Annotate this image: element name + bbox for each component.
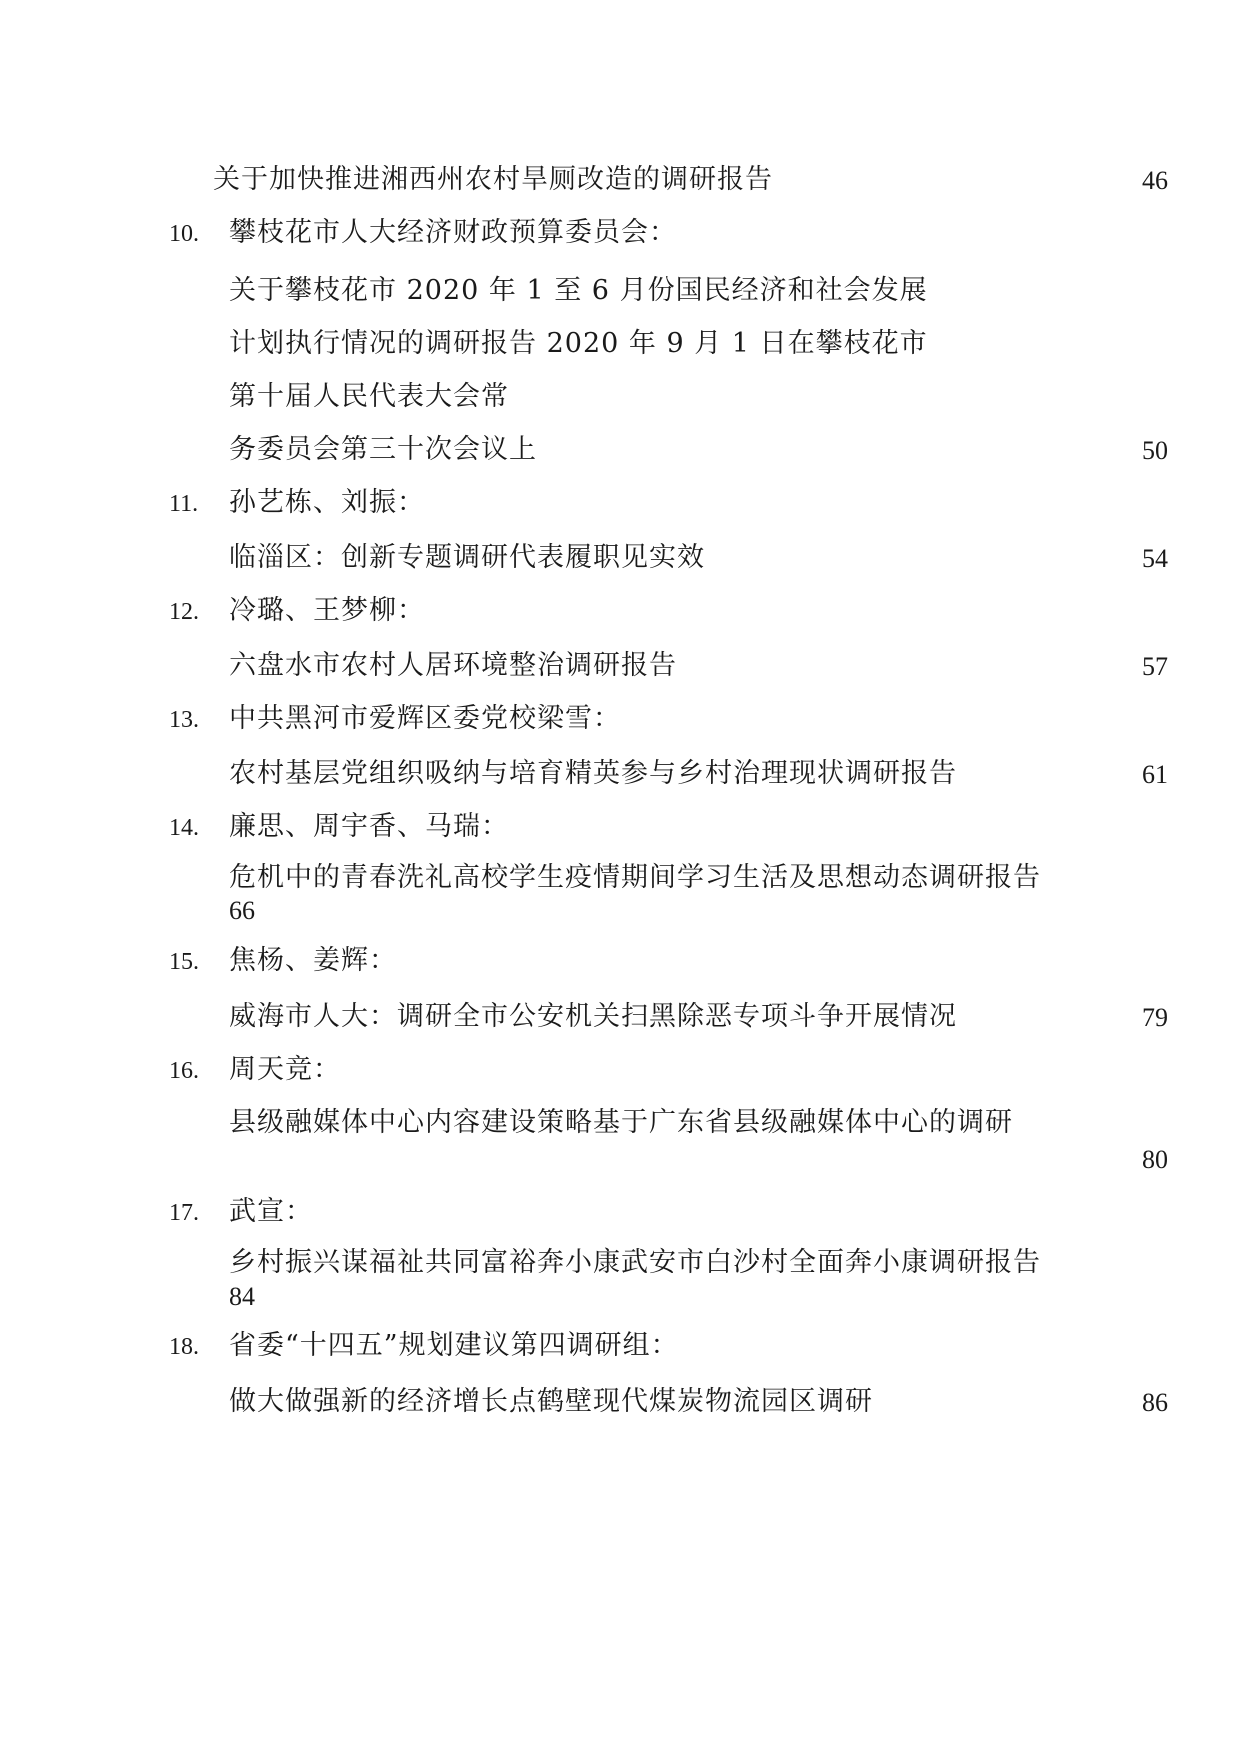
toc-entry-number: 12. (169, 599, 199, 625)
toc-entry-author: 冷璐、王梦柳： (229, 595, 425, 626)
toc-entry-title: 农村基层党组织吸纳与培育精英参与乡村治理现状调研报告 (229, 758, 957, 789)
toc-entry-number: 11. (169, 491, 199, 517)
toc-entry-title-line: 务委员会第三十次会议上 (229, 434, 537, 465)
toc-entry-page: 80 (1142, 1145, 1168, 1174)
toc-entry-author: 廉思、周宇香、马瑞： (229, 811, 509, 842)
toc-entry-number: 17. (169, 1200, 199, 1226)
toc-entry-title: 关于加快推进湘西州农村旱厕改造的调研报告 (213, 164, 773, 195)
toc-entry-title: 乡村振兴谋福祉共同富裕奔小康武安市白沙村全面奔小康调研报告 (229, 1247, 1041, 1278)
toc-entry-title-line: 第十届人民代表大会常 (229, 381, 509, 412)
toc-entry-page: 66 (229, 896, 255, 925)
toc-entry-number: 14. (169, 815, 199, 841)
toc-entry-number: 13. (169, 707, 199, 733)
toc-entry-title-line: 计划执行情况的调研报告 2020 年 9 月 1 日在攀枝花市 (229, 328, 928, 359)
toc-entry-author: 中共黑河市爱辉区委党校梁雪： (229, 703, 621, 734)
toc-entry-title-line: 关于攀枝花市 2020 年 1 至 6 月份国民经济和社会发展 (229, 275, 928, 306)
toc-entry-author: 周天竞： (229, 1054, 341, 1085)
toc-entry-title: 临淄区：创新专题调研代表履职见实效 (229, 542, 705, 573)
toc-entry-title: 县级融媒体中心内容建设策略基于广东省县级融媒体中心的调研 (229, 1107, 1013, 1138)
toc-entry-number: 15. (169, 949, 199, 975)
toc-entry-page: 50 (1142, 436, 1168, 465)
toc-entry-page: 54 (1142, 544, 1168, 573)
toc-entry-page: 84 (229, 1282, 255, 1311)
toc-entry-page: 86 (1142, 1388, 1168, 1417)
toc-entry-author: 武宣： (229, 1196, 313, 1227)
toc-entry-author: 孙艺栋、刘振： (229, 487, 425, 518)
toc-entry-number: 10. (169, 221, 199, 247)
toc-entry-author: 焦杨、姜辉： (229, 945, 397, 976)
toc-entry-title: 威海市人大：调研全市公安机关扫黑除恶专项斗争开展情况 (229, 1001, 957, 1032)
toc-entry-title: 危机中的青春洗礼高校学生疫情期间学习生活及思想动态调研报告 (229, 862, 1041, 893)
toc-entry-title: 做大做强新的经济增长点鹤壁现代煤炭物流园区调研 (229, 1386, 873, 1417)
toc-entry-author: 省委“十四五”规划建议第四调研组： (229, 1330, 679, 1361)
toc-entry-page: 79 (1142, 1003, 1168, 1032)
toc-entry-number: 18. (169, 1334, 199, 1360)
toc-entry-title: 六盘水市农村人居环境整治调研报告 (229, 650, 677, 681)
toc-entry-page: 57 (1142, 652, 1168, 681)
toc-entry-page: 46 (1142, 166, 1168, 195)
toc-entry-number: 16. (169, 1058, 199, 1084)
toc-entry-page: 61 (1142, 760, 1168, 789)
toc-entry-author: 攀枝花市人大经济财政预算委员会： (229, 217, 677, 248)
